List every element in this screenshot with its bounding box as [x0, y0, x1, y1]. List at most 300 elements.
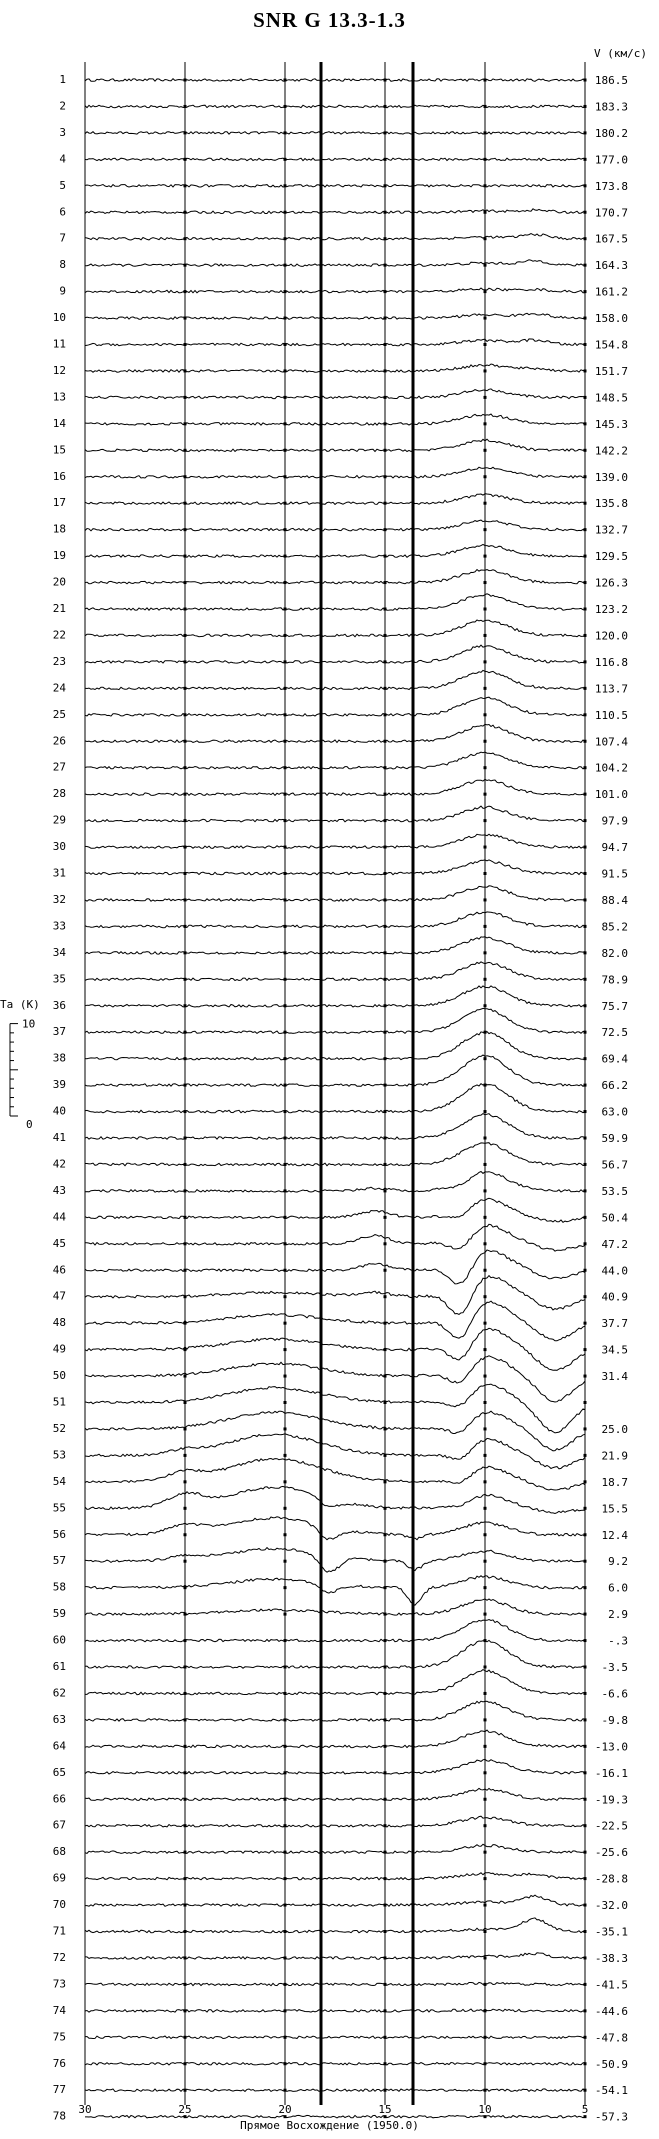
trace-tick-mark	[384, 1110, 387, 1113]
scale-tick-label: 10	[22, 1017, 36, 1031]
trace-tick-mark	[284, 2009, 287, 2012]
spectrum-number: 27	[52, 760, 66, 774]
spectrum-number: 47	[52, 1289, 66, 1303]
trace-tick-mark	[184, 502, 187, 505]
velocity-label: 177.0	[594, 153, 628, 167]
trace-tick-mark	[284, 634, 287, 637]
trace-tick-mark	[584, 1824, 587, 1827]
trace-tick-mark	[184, 449, 187, 452]
trace-tick-mark	[184, 1031, 187, 1034]
trace-tick-mark	[484, 1110, 487, 1113]
trace-tick-mark	[384, 1480, 387, 1483]
trace-tick-mark	[384, 1057, 387, 1060]
spectrum-number: 56	[52, 1527, 66, 1541]
velocity-label: 132.7	[594, 523, 628, 537]
trace-tick-mark	[284, 264, 287, 267]
trace-tick-mark	[484, 1745, 487, 1748]
spectrum-number: 34	[52, 945, 66, 959]
trace-tick-mark	[184, 369, 187, 372]
trace-tick-mark	[484, 343, 487, 346]
trace-tick-mark	[584, 528, 587, 531]
trace-tick-mark	[384, 687, 387, 690]
trace-tick-mark	[484, 2009, 487, 2012]
trace-tick-mark	[384, 1163, 387, 1166]
trace-tick-mark	[484, 713, 487, 716]
velocity-label: 170.7	[594, 206, 628, 220]
trace-tick-mark	[284, 608, 287, 611]
trace-tick-mark	[284, 1877, 287, 1880]
spectrum-number: 57	[52, 1554, 66, 1568]
velocity-label: 15.5	[601, 1502, 628, 1516]
trace-tick-mark	[184, 158, 187, 161]
trace-tick-mark	[184, 713, 187, 716]
trace-tick-mark	[284, 1904, 287, 1907]
trace-tick-mark	[484, 978, 487, 981]
spectrum-number: 17	[52, 496, 66, 510]
trace-tick-mark	[584, 872, 587, 875]
trace-tick-mark	[484, 158, 487, 161]
trace-tick-mark	[384, 1745, 387, 1748]
velocity-label: 66.2	[601, 1079, 628, 1093]
chart-title: SNR G 13.3-1.3	[253, 8, 406, 32]
trace-tick-mark	[184, 1507, 187, 1510]
trace-tick-mark	[184, 1560, 187, 1563]
trace-tick-mark	[484, 1295, 487, 1298]
spectrum-trace	[85, 2009, 585, 2012]
spectrum-trace	[85, 912, 585, 928]
trace-tick-mark	[484, 819, 487, 822]
spectrum-number: 41	[52, 1131, 66, 1144]
trace-tick-mark	[184, 555, 187, 558]
trace-tick-mark	[284, 1401, 287, 1404]
velocity-label: 167.5	[594, 232, 628, 246]
trace-tick-mark	[584, 1189, 587, 1192]
spectrum-trace	[85, 886, 585, 901]
trace-tick-mark	[484, 581, 487, 584]
spectrum-number: 21	[52, 602, 66, 615]
velocity-label: 94.7	[601, 841, 628, 855]
velocity-label: -35.1	[594, 1925, 628, 1939]
trace-tick-mark	[184, 793, 187, 796]
trace-tick-mark	[284, 343, 287, 346]
trace-tick-mark	[584, 422, 587, 425]
spectrum-trace	[85, 185, 585, 188]
trace-tick-mark	[484, 1507, 487, 1510]
trace-tick-mark	[184, 1745, 187, 1748]
trace-tick-mark	[184, 475, 187, 478]
trace-tick-mark	[384, 951, 387, 954]
spectrum-number: 49	[52, 1342, 66, 1356]
spectrum-trace	[85, 1224, 585, 1251]
spectrum-trace	[85, 494, 585, 505]
trace-tick-mark	[184, 1137, 187, 1140]
spectrum-trace	[85, 209, 585, 214]
trace-tick-mark	[184, 1427, 187, 1430]
x-tick-label: 20	[278, 2103, 292, 2116]
trace-tick-mark	[284, 555, 287, 558]
trace-tick-mark	[584, 1798, 587, 1801]
velocity-label: 135.8	[594, 497, 628, 511]
trace-tick-mark	[584, 1560, 587, 1563]
trace-tick-mark	[184, 951, 187, 954]
trace-tick-mark	[384, 1560, 387, 1563]
trace-tick-mark	[584, 449, 587, 452]
trace-tick-mark	[384, 1639, 387, 1642]
trace-tick-mark	[584, 131, 587, 134]
trace-tick-mark	[184, 1956, 187, 1959]
trace-tick-mark	[184, 1533, 187, 1536]
trace-tick-mark	[384, 1031, 387, 1034]
trace-tick-mark	[284, 872, 287, 875]
trace-tick-mark	[184, 1613, 187, 1616]
trace-tick-mark	[384, 396, 387, 399]
spectrum-trace	[85, 1599, 585, 1615]
velocity-label: 85.2	[601, 920, 628, 934]
trace-tick-mark	[484, 925, 487, 928]
trace-tick-mark	[284, 1560, 287, 1563]
trace-tick-mark	[584, 1956, 587, 1959]
spectrum-number: 65	[52, 1765, 66, 1779]
velocity-label: 12.4	[601, 1528, 628, 1542]
trace-tick-mark	[584, 1057, 587, 1060]
spectrum-trace	[85, 1008, 585, 1033]
trace-tick-mark	[484, 2062, 487, 2065]
trace-tick-mark	[484, 1930, 487, 1933]
spectrum-number: 58	[52, 1580, 66, 1594]
spectrum-number: 76	[52, 2056, 66, 2070]
spectrum-number: 2	[59, 99, 66, 113]
velocity-label: 164.3	[594, 259, 628, 273]
spectrum-trace	[85, 2036, 585, 2039]
trace-tick-mark	[584, 211, 587, 214]
spectrum-trace	[85, 467, 585, 478]
trace-tick-mark	[384, 1798, 387, 1801]
velocity-label: 183.3	[594, 100, 628, 114]
trace-tick-mark	[584, 2089, 587, 2092]
spectrum-trace	[85, 339, 585, 346]
trace-tick-mark	[384, 1295, 387, 1298]
trace-tick-mark	[184, 846, 187, 849]
trace-tick-mark	[584, 79, 587, 82]
trace-tick-mark	[384, 105, 387, 108]
velocity-label: 25.0	[601, 1422, 628, 1436]
spectrum-number: 33	[52, 919, 66, 933]
spectrum-number: 1	[59, 73, 66, 86]
x-tick-labels	[78, 2103, 588, 2116]
trace-tick-mark	[284, 1375, 287, 1378]
spectrum-trace	[85, 1486, 585, 1513]
trace-tick-mark	[484, 1348, 487, 1351]
velocity-label: 126.3	[594, 576, 628, 590]
spectrum-trace	[85, 806, 585, 822]
spectrum-number: 25	[52, 707, 66, 721]
spectrum-number: 55	[52, 1501, 66, 1515]
trace-tick-mark	[584, 608, 587, 611]
trace-tick-mark	[584, 317, 587, 320]
trace-tick-mark	[484, 898, 487, 901]
spectrum-trace	[85, 1143, 585, 1166]
trace-tick-mark	[284, 1507, 287, 1510]
trace-tick-mark	[284, 1163, 287, 1166]
trace-tick-mark	[284, 898, 287, 901]
spectrum-number: 38	[52, 1051, 66, 1065]
spectrum-number: 12	[52, 363, 66, 377]
trace-tick-mark	[384, 608, 387, 611]
trace-tick-mark	[284, 1084, 287, 1087]
velocity-label: 63.0	[601, 1105, 628, 1119]
trace-tick-mark	[184, 1269, 187, 1272]
trace-tick-mark	[284, 1745, 287, 1748]
trace-tick-mark	[584, 396, 587, 399]
spectrum-number: 18	[52, 522, 66, 536]
trace-tick-mark	[284, 1242, 287, 1245]
velocity-label: 50.4	[601, 1211, 628, 1225]
trace-tick-mark	[184, 740, 187, 743]
trace-tick-mark	[184, 1242, 187, 1245]
trace-tick-mark	[284, 2089, 287, 2092]
temperature-scale	[0, 998, 40, 1131]
trace-tick-mark	[584, 634, 587, 637]
trace-tick-mark	[384, 1851, 387, 1854]
trace-tick-mark	[284, 740, 287, 743]
spectrum-number: 64	[52, 1739, 66, 1753]
spectrum-numbers	[53, 73, 67, 2123]
trace-tick-mark	[484, 1904, 487, 1907]
trace-tick-mark	[484, 1956, 487, 1959]
trace-tick-mark	[584, 1216, 587, 1219]
trace-tick-mark	[184, 1798, 187, 1801]
trace-tick-mark	[384, 1427, 387, 1430]
trace-tick-mark	[384, 475, 387, 478]
trace-tick-mark	[184, 766, 187, 769]
spectrum-trace	[85, 1873, 585, 1880]
trace-tick-mark	[184, 1454, 187, 1457]
spectrum-trace	[85, 1459, 585, 1491]
spectrum-trace	[85, 389, 585, 399]
trace-tick-mark	[184, 1004, 187, 1007]
x-tick-label: 10	[478, 2103, 492, 2116]
velocity-label: 123.2	[594, 603, 628, 616]
velocity-axis-header: V (км/с)	[594, 47, 647, 60]
trace-tick-mark	[384, 1084, 387, 1087]
velocity-label: 97.9	[601, 814, 628, 828]
trace-tick-mark	[484, 1586, 487, 1589]
velocity-label: -50.9	[594, 2057, 628, 2071]
spectrum-number: 72	[52, 1950, 66, 1964]
trace-tick-mark	[584, 1745, 587, 1748]
spectrum-trace	[85, 1198, 585, 1222]
trace-tick-mark	[584, 1877, 587, 1880]
trace-tick-mark	[284, 1692, 287, 1695]
spectrum-trace	[85, 544, 585, 557]
spectrum-number: 20	[52, 575, 66, 589]
spectrum-number: 16	[52, 469, 66, 483]
trace-tick-mark	[384, 131, 387, 134]
trace-tick-mark	[484, 1771, 487, 1774]
spectra-traces	[85, 79, 587, 2119]
spectrum-number: 31	[52, 866, 66, 880]
trace-tick-mark	[584, 1983, 587, 1986]
spectrum-trace	[85, 1844, 585, 1853]
spectrum-number: 14	[52, 416, 66, 430]
trace-tick-mark	[284, 819, 287, 822]
velocity-label: 186.5	[594, 74, 628, 87]
spectrum-trace	[85, 594, 585, 610]
trace-tick-mark	[284, 1639, 287, 1642]
trace-tick-mark	[384, 2089, 387, 2092]
trace-tick-mark	[384, 1877, 387, 1880]
spectrum-number: 66	[52, 1792, 66, 1806]
spectrum-trace	[85, 1356, 585, 1402]
trace-tick-mark	[384, 925, 387, 928]
trace-tick-mark	[284, 1666, 287, 1669]
velocity-label: -25.6	[594, 1846, 628, 1860]
trace-tick-mark	[484, 1692, 487, 1695]
spectrum-trace	[85, 520, 585, 531]
trace-tick-mark	[584, 1507, 587, 1510]
spectrum-number: 5	[59, 178, 66, 192]
trace-tick-mark	[284, 1057, 287, 1060]
trace-tick-mark	[484, 846, 487, 849]
trace-tick-mark	[484, 475, 487, 478]
trace-tick-mark	[184, 1110, 187, 1113]
trace-tick-mark	[384, 846, 387, 849]
trace-tick-mark	[184, 898, 187, 901]
spectrum-number: 70	[52, 1898, 66, 1912]
trace-tick-mark	[484, 1560, 487, 1563]
trace-tick-mark	[184, 687, 187, 690]
spectrum-number: 35	[52, 972, 66, 986]
trace-tick-mark	[484, 687, 487, 690]
spectrum-number: 46	[52, 1263, 66, 1277]
trace-tick-mark	[584, 1904, 587, 1907]
trace-tick-mark	[384, 1692, 387, 1695]
spectrum-number: 67	[52, 1818, 66, 1832]
trace-tick-mark	[484, 660, 487, 663]
trace-tick-mark	[584, 1295, 587, 1298]
spectrum-number: 52	[52, 1421, 66, 1435]
trace-tick-mark	[484, 1798, 487, 1801]
trace-tick-mark	[484, 317, 487, 320]
trace-tick-mark	[184, 872, 187, 875]
trace-tick-mark	[284, 1586, 287, 1589]
trace-tick-mark	[184, 317, 187, 320]
trace-tick-mark	[384, 1454, 387, 1457]
trace-tick-mark	[584, 819, 587, 822]
trace-tick-mark	[584, 1110, 587, 1113]
spectrum-trace	[85, 234, 585, 240]
trace-tick-mark	[484, 1322, 487, 1325]
spectrum-trace	[85, 364, 585, 372]
spectrum-trace	[85, 414, 585, 425]
spectrum-trace	[85, 79, 585, 82]
spectrum-trace	[85, 670, 585, 689]
trace-tick-mark	[384, 766, 387, 769]
spectrum-number: 39	[52, 1078, 66, 1092]
trace-tick-mark	[384, 449, 387, 452]
velocity-label: 31.4	[601, 1370, 628, 1384]
trace-tick-mark	[284, 1771, 287, 1774]
spectrum-trace	[85, 1172, 585, 1193]
trace-tick-mark	[584, 184, 587, 187]
spectrum-trace	[85, 1250, 585, 1284]
velocity-label: 151.7	[594, 364, 628, 378]
trace-tick-mark	[184, 2009, 187, 2012]
trace-tick-mark	[584, 581, 587, 584]
trace-tick-mark	[384, 2036, 387, 2039]
x-tick-label: 15	[378, 2103, 392, 2116]
trace-tick-mark	[484, 1137, 487, 1140]
spectrum-number: 51	[52, 1395, 66, 1409]
spectrum-number: 50	[52, 1369, 66, 1383]
trace-tick-mark	[484, 608, 487, 611]
velocity-label: 107.4	[594, 735, 628, 749]
velocity-label: 104.2	[594, 761, 628, 775]
trace-tick-mark	[584, 1533, 587, 1536]
spectrum-trace	[85, 313, 585, 319]
spectrum-trace	[85, 645, 585, 663]
trace-tick-mark	[184, 184, 187, 187]
trace-tick-mark	[184, 1401, 187, 1404]
x-axis-label: Прямое Восхождение (1950.0)	[240, 2119, 419, 2132]
spectrum-trace	[85, 2115, 585, 2118]
trace-tick-mark	[584, 2062, 587, 2065]
trace-tick-mark	[284, 846, 287, 849]
trace-tick-mark	[284, 687, 287, 690]
trace-tick-mark	[284, 211, 287, 214]
trace-tick-mark	[184, 422, 187, 425]
trace-tick-mark	[284, 105, 287, 108]
trace-tick-mark	[184, 1163, 187, 1166]
spectrum-number: 19	[52, 549, 66, 563]
spectrum-number: 78	[52, 2109, 66, 2123]
spectrum-number: 77	[52, 2083, 66, 2097]
velocity-label: 154.8	[594, 338, 628, 352]
trace-tick-mark	[284, 1137, 287, 1140]
velocity-label: 9.2	[608, 1555, 628, 1569]
trace-tick-mark	[584, 740, 587, 743]
trace-tick-mark	[284, 1348, 287, 1351]
trace-tick-mark	[384, 158, 387, 161]
trace-tick-mark	[384, 1004, 387, 1007]
x-tick-label: 30	[78, 2103, 92, 2116]
trace-tick-mark	[484, 2089, 487, 2092]
trace-tick-mark	[484, 184, 487, 187]
velocity-label: 75.7	[601, 999, 628, 1013]
trace-tick-mark	[284, 951, 287, 954]
trace-tick-mark	[584, 1322, 587, 1325]
velocity-label: 91.5	[601, 867, 628, 881]
spectrum-number: 43	[52, 1183, 66, 1197]
trace-tick-mark	[384, 713, 387, 716]
trace-tick-mark	[384, 237, 387, 240]
trace-tick-mark	[184, 264, 187, 267]
trace-tick-mark	[384, 528, 387, 531]
trace-tick-mark	[384, 317, 387, 320]
spectrum-number: 9	[59, 284, 66, 298]
trace-tick-mark	[484, 1057, 487, 1060]
trace-tick-mark	[384, 819, 387, 822]
spectrum-trace	[85, 860, 585, 875]
trace-tick-mark	[284, 1295, 287, 1298]
trace-tick-mark	[484, 872, 487, 875]
trace-tick-mark	[584, 898, 587, 901]
trace-tick-mark	[384, 422, 387, 425]
trace-tick-mark	[384, 1375, 387, 1378]
trace-tick-mark	[484, 290, 487, 293]
spectrum-number: 8	[59, 258, 66, 272]
spectrum-trace	[85, 779, 585, 795]
